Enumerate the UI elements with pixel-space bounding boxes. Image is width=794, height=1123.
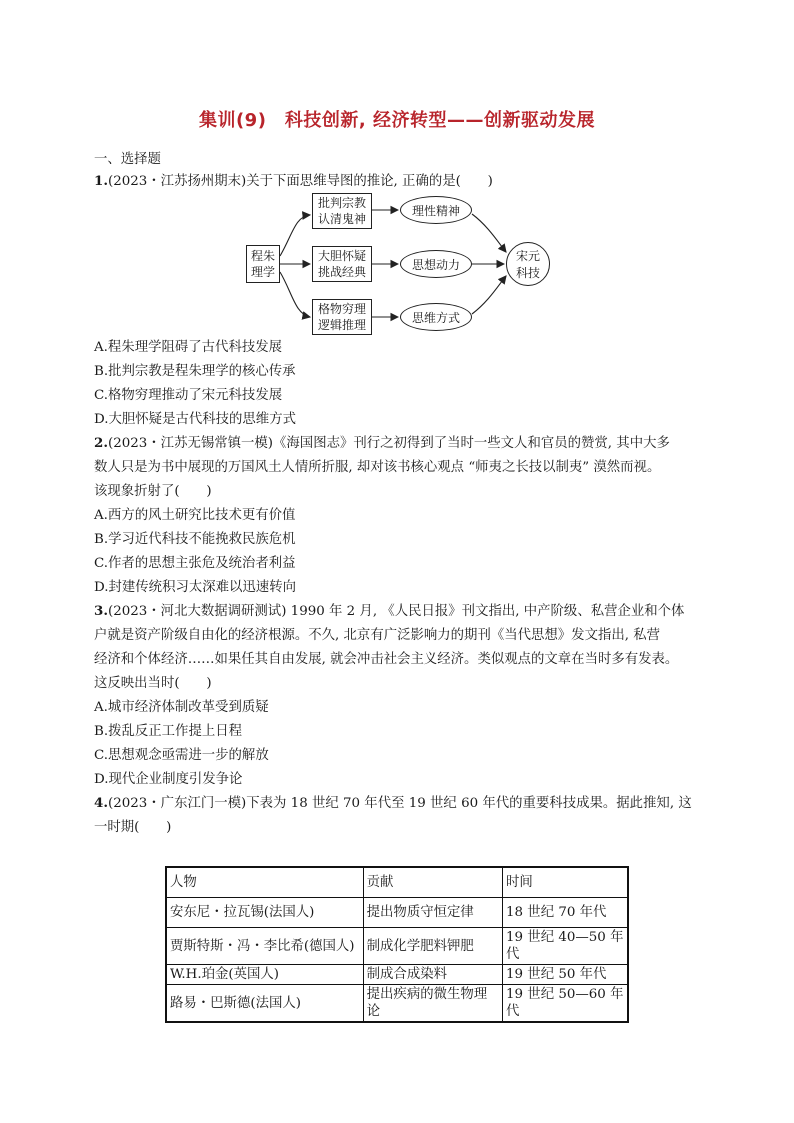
question-1-text: (2023・江苏扬州期末)关于下面思维导图的推论, 正确的是( ) [107, 174, 493, 189]
table-header-cell: 时间 [503, 867, 628, 898]
question-3-line-1 [94, 602, 684, 621]
question-2-line-3: 该现象折射了( ) [94, 484, 212, 499]
table-cell: 安东尼・拉瓦锡(法国人) [166, 898, 363, 928]
question-1-number: 1. [94, 173, 108, 189]
page-title: 集训(9) 科技创新, 经济转型——创新驱动发展 [198, 110, 596, 131]
question-3-option-a: A.城市经济体制改革受到质疑 [94, 700, 269, 715]
table-row [166, 928, 628, 965]
diagram-source-label: 程朱 理学 [250, 249, 275, 279]
table-row [166, 898, 628, 928]
table-cell: 19 世纪 50—60 年代 [503, 985, 628, 1023]
table-cell: 路易・巴斯德(法国人) [166, 985, 363, 1023]
table-cell: 19 世纪 50 年代 [503, 965, 628, 985]
diagram-oval [400, 303, 472, 331]
table-cell: 制成化学肥料钾肥 [363, 928, 502, 965]
diagram-oval [400, 250, 472, 278]
question-4-text: (2023・广东江门一模)下表为 18 世纪 70 年代至 19 世纪 60 年代的重要科技成果。据此推知, 这 [107, 796, 692, 811]
diagram-source-box [246, 245, 280, 283]
question-2-option-c: C.作者的思想主张危及统治者利益 [94, 556, 296, 571]
diagram-mid-label: 大胆怀疑 挑战经典 [317, 249, 366, 279]
table-cell: 贾斯特斯・冯・李比希(德国人) [166, 928, 363, 965]
question-2-option-d: D.封建传统积习太深难以迅速转向 [94, 580, 296, 595]
question-1-option-b: B.批判宗教是程朱理学的核心传承 [94, 364, 296, 379]
question-3-text: (2023・河北大数据调研测试) 1990 年 2 月, 《人民日报》刊文指出, 中产阶级、私营企业和个体 [107, 604, 685, 619]
diagram-oval-label: 思维方式 [411, 310, 460, 325]
table-cell: 提出疾病的微生物理论 [363, 985, 502, 1023]
question-2-line-2: 数人只是为书中展现的万国风土人情所折服, 却对该书核心观点 “师夷之长技以制夷” 漠然而视。 [94, 460, 661, 475]
question-1-option-d: D.大胆怀疑是古代科技的思维方式 [94, 412, 296, 427]
question-3-line-3: 经济和个体经济……如果任其自由发展, 就会冲击社会主义经济。类似观点的文章在当时多有发表。 [94, 652, 679, 667]
diagram-oval-label: 理性精神 [411, 203, 460, 218]
diagram-mid-box [312, 193, 372, 229]
table-row [166, 965, 628, 985]
table-header-cell: 人物 [166, 867, 363, 898]
diagram-target-circle [506, 242, 550, 286]
table-cell: W.H.珀金(英国人) [166, 965, 363, 985]
question-2-option-a: A.西方的风土研究比技术更有价值 [94, 508, 296, 523]
diagram-mid-label: 批判宗教 认清鬼神 [317, 196, 366, 226]
table-cell: 制成合成染料 [363, 965, 502, 985]
table-cell: 18 世纪 70 年代 [503, 898, 628, 928]
diagram-mid-label: 格物穷理 逻辑推理 [317, 302, 366, 332]
table-header-row [166, 867, 628, 898]
diagram-mid-box [312, 246, 372, 282]
diagram-oval-label: 思想动力 [411, 257, 460, 272]
diagram-target-label: 宋元 科技 [515, 249, 540, 280]
question-3-option-c: C.思想观念亟需进一步的解放 [94, 748, 269, 763]
mind-map-diagram [240, 186, 560, 341]
question-3-number: 3. [94, 603, 108, 619]
question-3-line-4: 这反映出当时( ) [94, 676, 212, 691]
diagram-mid-box [312, 299, 372, 335]
table-cell: 19 世纪 40—50 年代 [503, 928, 628, 965]
question-1-option-c: C.格物穷理推动了宋元科技发展 [94, 388, 283, 403]
table-cell: 提出物质守恒定律 [363, 898, 502, 928]
question-4-number: 4. [94, 795, 108, 811]
question-2-line-1 [94, 434, 670, 453]
question-2-number: 2. [94, 435, 108, 451]
question-3-line-2: 户就是资产阶级自由化的经济根源。不久, 北京有广泛影响力的期刊《当代思想》发文指出, 私营 [94, 628, 661, 643]
question-3-option-d: D.现代企业制度引发争论 [94, 772, 243, 787]
question-2-option-b: B.学习近代科技不能挽救民族危机 [94, 532, 296, 547]
question-2-text: (2023・江苏无锡常镇一模)《海国图志》刊行之初得到了当时一些文人和官员的赞赏, 其中大多 [107, 436, 670, 451]
science-achievements-table [165, 866, 629, 1023]
diagram-oval [400, 196, 472, 224]
question-3-option-b: B.拨乱反正工作提上日程 [94, 724, 243, 739]
table-header-cell: 贡献 [363, 867, 502, 898]
table-row [166, 985, 628, 1023]
section-heading: 一、选择题 [94, 152, 161, 167]
question-4-line-1 [94, 794, 692, 813]
question-1-option-a: A.程朱理学阻碍了古代科技发展 [94, 340, 283, 355]
question-4-line-2: 一时期( ) [94, 820, 172, 835]
